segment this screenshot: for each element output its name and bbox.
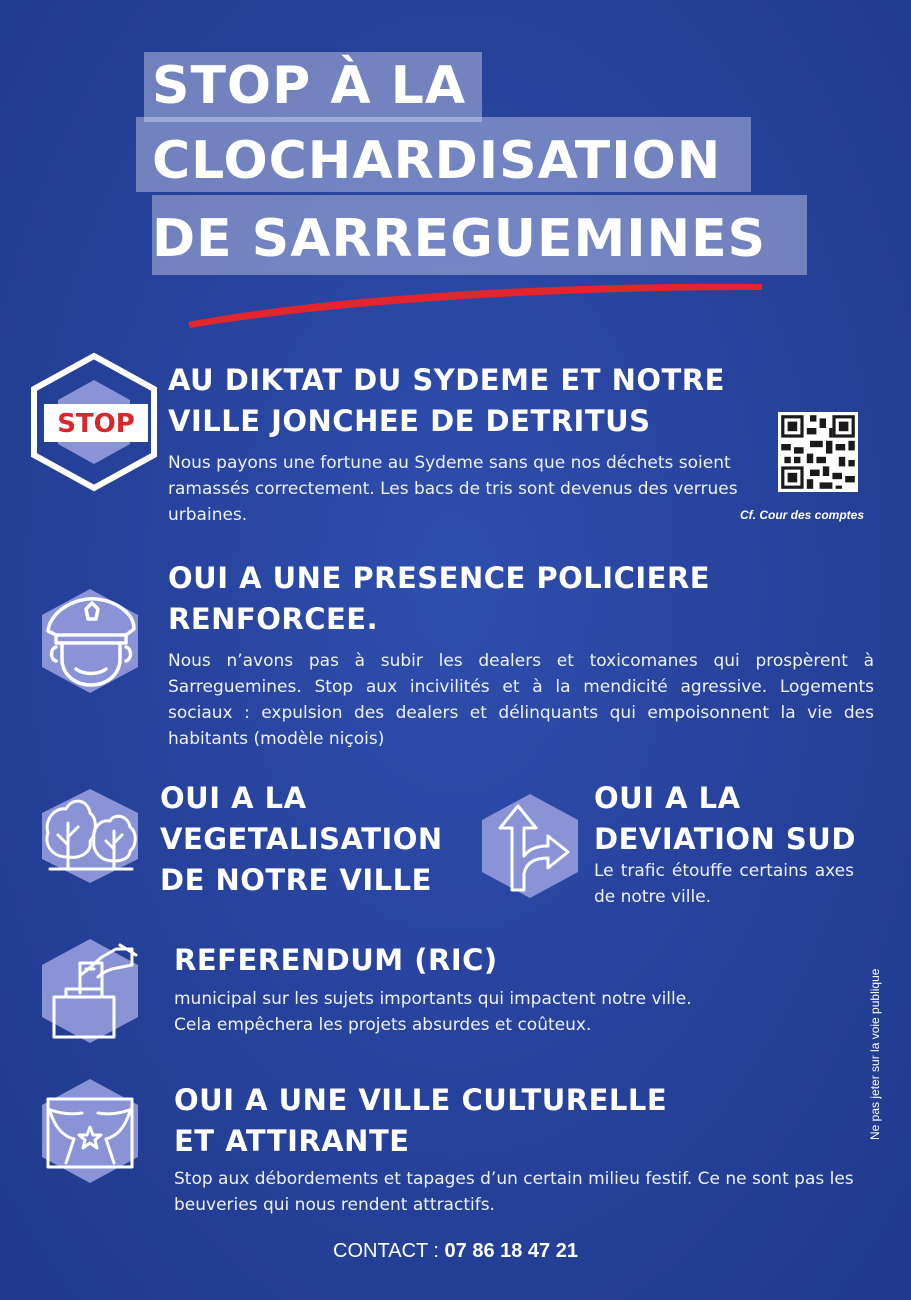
vegetation-heading: OUI A LA VEGETALISATION DE NOTRE VILLE <box>160 781 443 897</box>
trees-icon <box>36 785 144 885</box>
stop-sign-text: STOP <box>57 409 135 439</box>
culture-body: Stop aux débordements et tapages d’un certain milieu festif. Ce ne sont pas les beuveries qui nous rendent attractifs. <box>174 1169 854 1215</box>
referendum-body: municipal sur les sujets importants qui impactent notre ville. Cela empêchera les projets absurdes et coûteux. <box>174 989 692 1035</box>
contact-phone[interactable]: 07 86 18 47 21 <box>444 1240 578 1262</box>
police-officer-icon <box>36 585 144 697</box>
referendum-heading: REFERENDUM (RIC) <box>174 943 498 977</box>
title-line-2: CLOCHARDISATION <box>152 131 722 191</box>
stop-sign-icon <box>30 352 158 492</box>
split-road-arrow-icon <box>478 790 582 902</box>
title-red-underline <box>186 272 766 332</box>
sydeme-body: Nous payons une fortune au Sydeme sans que nos déchets soient ramassés correctement. Les bacs de tris sont devenus des verrues urbaines. <box>168 453 738 525</box>
contact-label: CONTACT : <box>333 1240 439 1262</box>
deviation-heading: OUI A LA DEVIATION SUD <box>594 781 856 856</box>
title-line-3: DE SARREGUEMINES <box>152 209 767 269</box>
contact-line <box>0 1240 911 1263</box>
culture-heading: OUI A UNE VILLE CULTURELLE ET ATTIRANTE <box>174 1083 668 1158</box>
side-note: Ne pas jeter sur la voie publique <box>868 968 882 1140</box>
sydeme-heading: AU DIKTAT DU SYDEME ET NOTRE VILLE JONCHEE DE DETRITUS <box>168 363 725 438</box>
police-heading: OUI A UNE PRESENCE POLICIERE RENFORCEE. <box>168 561 711 636</box>
qr-caption: Cf. Cour des comptes <box>740 508 865 522</box>
theater-stage-icon <box>36 1075 144 1187</box>
ballot-box-icon <box>36 935 144 1047</box>
qr-code-icon[interactable] <box>778 412 858 492</box>
title-line-1: STOP À LA <box>152 56 467 116</box>
police-body: Nous n’avons pas à subir les dealers et toxicomanes qui prospèrent à Sarreguemines. Stop aux incivilités et à la mendicité agressive. Logements sociaux : expulsion des dealers et délinquants qui empoisonnent la vie des habitants (modèle niçois) <box>168 651 874 749</box>
deviation-body: Le trafic étouffe certains axes de notre ville. <box>594 861 854 907</box>
